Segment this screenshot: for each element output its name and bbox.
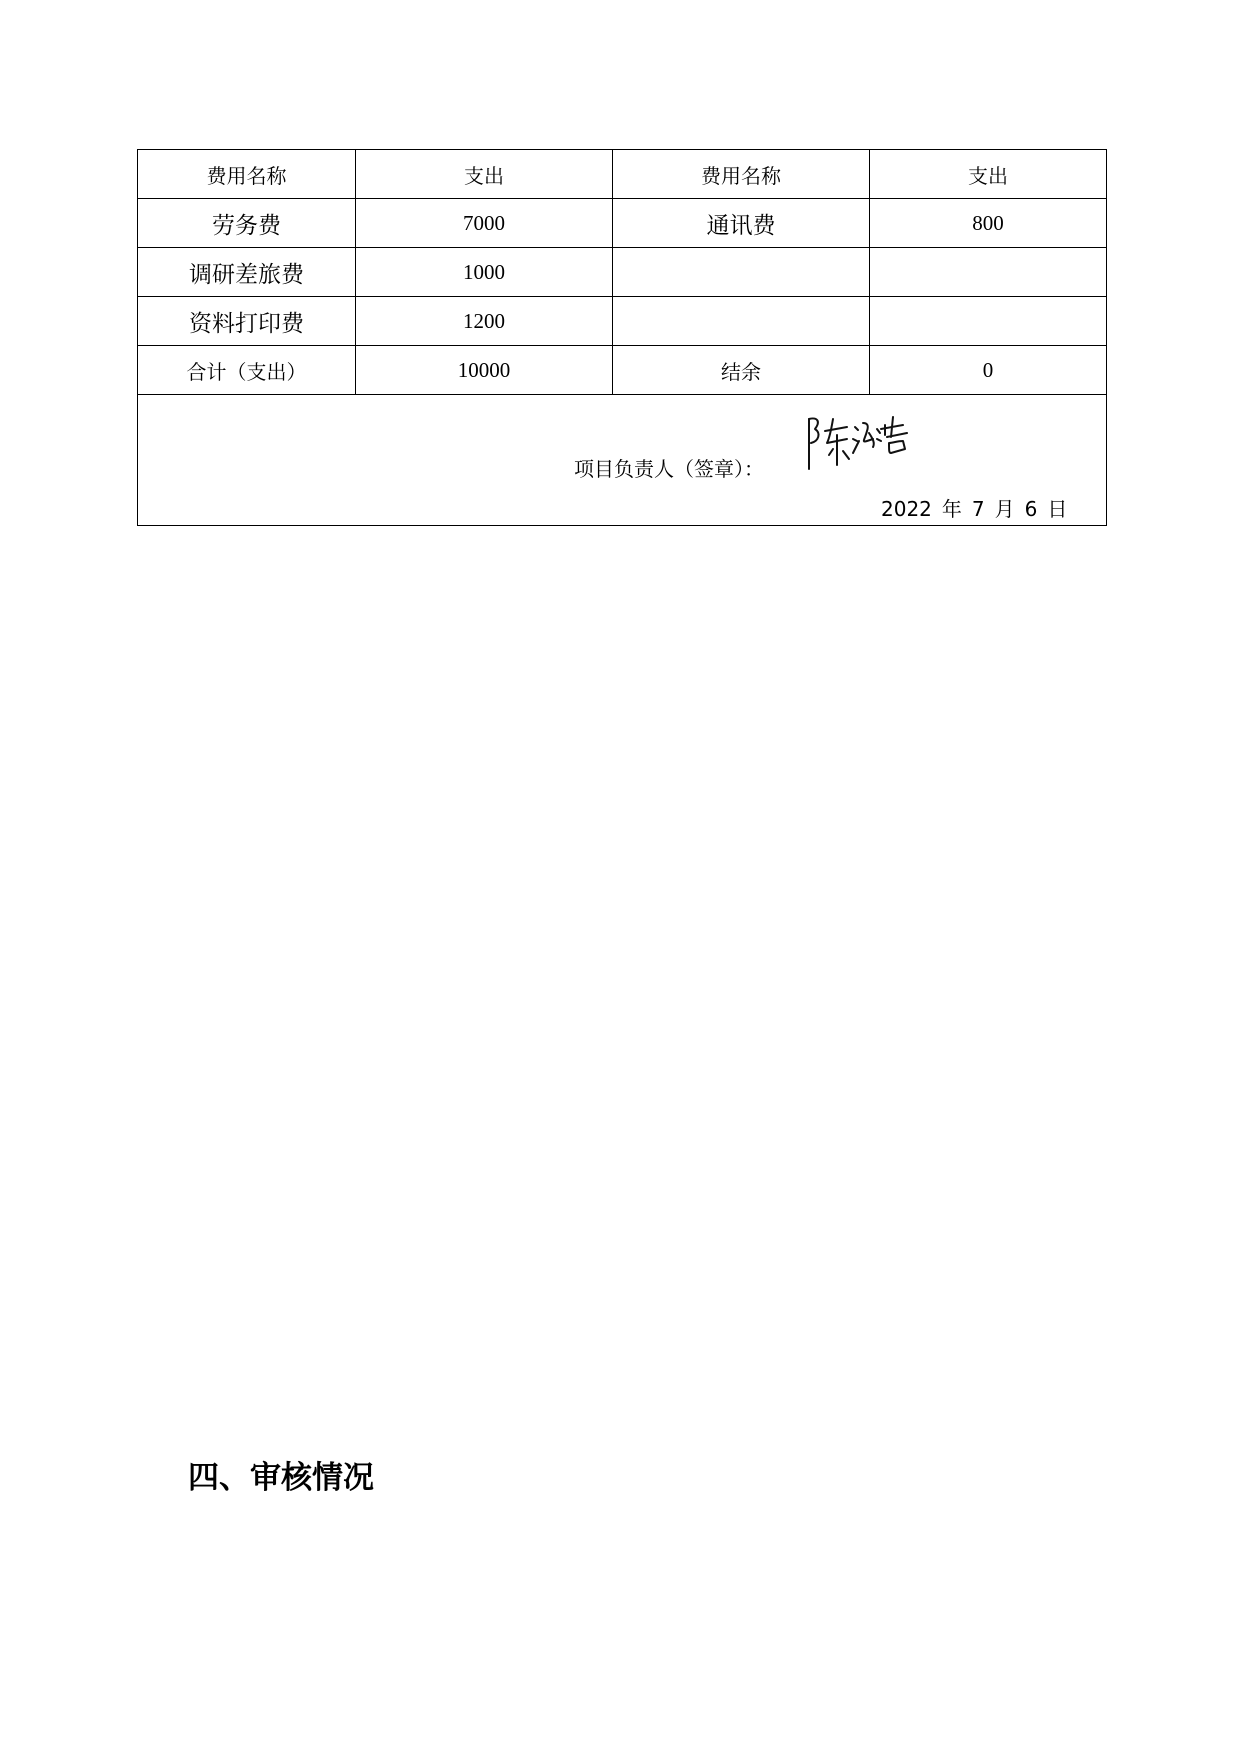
table-row xyxy=(138,199,1107,248)
expense-amount-cell: 1200 xyxy=(356,297,613,346)
expense-amount-cell: 7000 xyxy=(356,199,613,248)
header-cell: 支出 xyxy=(870,150,1107,199)
table-header-row xyxy=(138,150,1107,199)
date-day: 6 xyxy=(1024,497,1038,521)
signature-label: 项目负责人（签章）： xyxy=(574,457,764,481)
date-year-unit: 年 xyxy=(941,497,962,521)
header-cell: 费用名称 xyxy=(613,150,870,199)
expense-name-cell: 劳务费 xyxy=(138,199,356,248)
table-row xyxy=(138,248,1107,297)
header-cell: 费用名称 xyxy=(138,150,356,199)
expense-amount-cell: 800 xyxy=(870,199,1107,248)
balance-amount-cell: 0 xyxy=(870,346,1107,395)
expense-name-cell: 资料打印费 xyxy=(138,297,356,346)
signature-row xyxy=(138,395,1107,526)
handwritten-signature xyxy=(803,409,918,475)
signature-date xyxy=(881,493,1077,522)
expense-amount-cell: 1000 xyxy=(356,248,613,297)
expense-amount-cell xyxy=(870,297,1107,346)
signature-cell xyxy=(138,395,1107,526)
table-row xyxy=(138,297,1107,346)
expense-name-cell: 通讯费 xyxy=(613,199,870,248)
expense-name-cell xyxy=(613,248,870,297)
header-cell: 支出 xyxy=(356,150,613,199)
date-month: 7 xyxy=(971,497,985,521)
total-amount-cell: 10000 xyxy=(356,346,613,395)
date-year: 2022 xyxy=(881,497,932,521)
date-month-unit: 月 xyxy=(994,497,1015,521)
total-row xyxy=(138,346,1107,395)
section-heading: 四、审核情况 xyxy=(188,1460,374,1496)
expense-table xyxy=(137,149,1107,526)
expense-name-cell: 调研差旅费 xyxy=(138,248,356,297)
expense-amount-cell xyxy=(870,248,1107,297)
total-label-cell: 合计（支出） xyxy=(138,346,356,395)
expense-name-cell xyxy=(613,297,870,346)
date-day-unit: 日 xyxy=(1047,497,1068,521)
balance-label-cell: 结余 xyxy=(613,346,870,395)
